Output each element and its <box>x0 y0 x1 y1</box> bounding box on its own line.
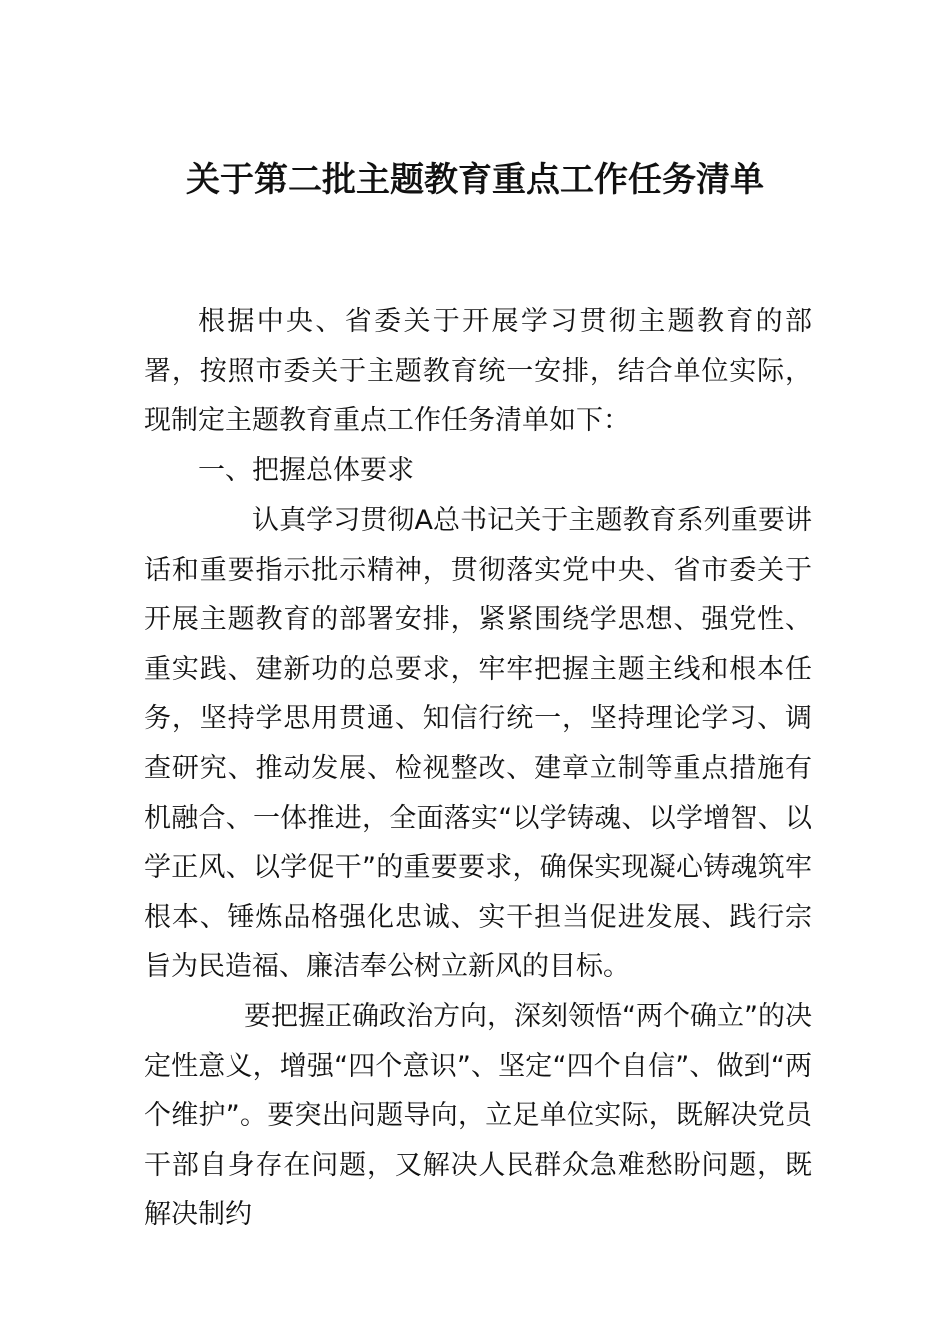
body-paragraph-1-text: 认真学习贯彻A总书记关于主题教育系列重要讲话和重要指示批示精神，贯彻落实党中央、省市委关于开展主题教育的部署安排，紧紧围绕学思想、强党性、重实践、建新功的总要求，牢牢把握主题主线和根本任务，坚持学思用贯通、知信行统一，坚持理论学习、调查研究、推动发展、检视整改、建章立制等重点措施有机融合、一体推进，全面落实“以学铸魂、以学增智、以学正风、以学促干”的重要要求，确保实现凝心铸魂筑牢根本、锤炼品格强化忠诚、实干担当促进发展、践行宗旨为民造福、廉洁奉公树立新风的目标。 <box>144 505 812 983</box>
section-heading <box>144 446 812 496</box>
body-paragraph-2-text: 要把握正确政治方向，深刻领悟“两个确立”的决定性意义，增强“四个意识”、坚定“四个自信”、做到“两个维护”。要突出问题导向，立足单位实际，既解决党员干部自身存在问题，又解决人民群众急难愁盼问题，既解决制约 <box>144 1001 812 1231</box>
document-title: 关于第二批主题教育重点工作任务清单 <box>186 160 764 200</box>
intro-text: 根据中央、省委关于开展学习贯彻主题教育的部署，按照市委关于主题教育统一安排，结合单位实际，现制定主题教育重点工作任务清单如下： <box>144 306 812 437</box>
section-heading-text: 一、把握总体要求 <box>198 455 414 486</box>
intro-paragraph <box>144 297 812 446</box>
body-paragraph-1 <box>144 496 812 992</box>
body-paragraph-2 <box>144 992 812 1240</box>
